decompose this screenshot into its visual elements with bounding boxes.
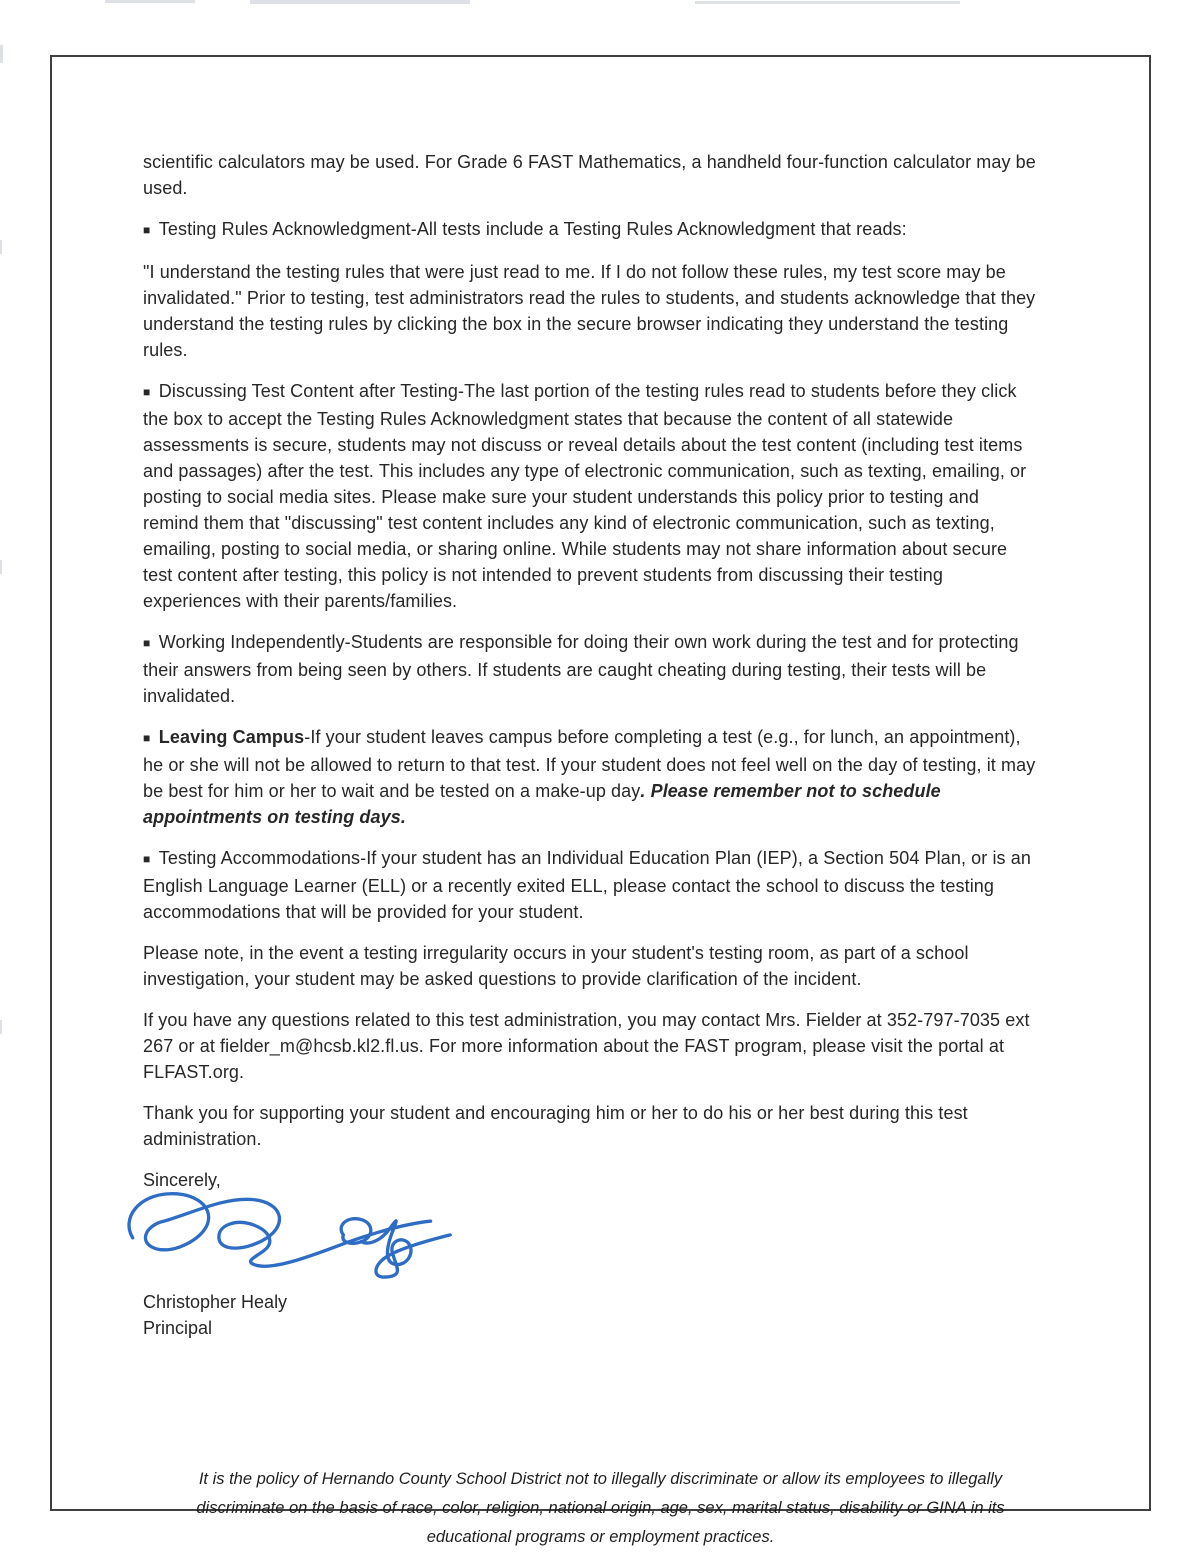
signature-ink [113,1181,463,1279]
text-run: -If your student leaves campus before completing a test (e.g., for lunch, an appointment), he or she will not be allowed to return to that test. If your student does not feel well on the day of testing, it may be best for him or her to wait and be tested on a make-up day [143,727,1036,801]
scan-artifact [0,560,2,574]
bullet-square-icon: ■ [143,223,154,237]
scan-artifact [105,0,195,3]
bullet-square-icon: ■ [143,385,154,399]
paragraph [143,1100,1039,1152]
text-run: Leaving Campus [158,727,305,747]
signer-name: Christopher Healy [143,1292,288,1312]
text-run: scientific calculators may be used. For Grade 6 FAST Mathematics, a handheld four-function calculator may be used. [143,152,1036,198]
paragraph [143,149,1039,201]
text-run: Thank you for supporting your student and encouraging him or her to do his or her best during this test administration. [143,1103,968,1149]
scan-artifact [0,240,2,254]
closing-salutation: Sincerely, [143,1170,221,1190]
text-run: . Please remember not to schedule appointments on testing days. [143,781,941,827]
scan-artifact [250,0,470,4]
letter-content [52,57,1149,1341]
scan-artifact [0,45,3,63]
signer-title: Principal [143,1318,213,1338]
scan-artifact [695,1,960,4]
bullet-paragraph [143,845,1039,925]
paragraph [143,1007,1039,1085]
text-run: "I understand the testing rules that were just read to me. If I do not follow these rules, my test score may be invalidated." Prior to testing, test administrators read the rules to students, and students acknowledge that they understand the testing rules by clicking the box in the secure browser indicating they understand the testing rules. [143,262,1036,360]
footer-policy-note: It is the policy of Hernando County School District not to illegally discriminate or allow its employees to illegally discriminate on the basis of race, color, religion, national origin, age, sex, marital status, disability or GINA in its educational programs or employment practices. [196,1470,1005,1546]
scan-artifact [0,1020,2,1034]
bullet-paragraph [143,378,1039,614]
bullet-square-icon: ■ [143,636,154,650]
bullet-paragraph [143,629,1039,709]
paragraph [143,940,1039,992]
page-border [50,55,1151,1546]
text-run: Working Independently-Students are responsible for doing their own work during the test and for protecting their answers from being seen by others. If students are caught cheating during testing, their tests will be invalidated. [143,632,1019,706]
bullet-square-icon: ■ [143,852,154,866]
paragraph [143,259,1039,363]
text-run: Please note, in the event a testing irregularity occurs in your student's testing room, as part of a school investigation, your student may be asked questions to provide clarification of the incident. [143,943,969,989]
text-run: Discussing Test Content after Testing-The last portion of the testing rules read to students before they click the box to accept the Testing Rules Acknowledgment states that because the content of all statewide assessments is secure, students may not discuss or reveal details about the test content (including test items and passages) after the test. This includes any type of electronic communication, such as texting, emailing, or posting to social media sites. Please make sure your student understands this policy prior to testing and remind them that "discussing" test content includes any kind of electronic communication, such as texting, emailing, posting to social media, or sharing online. While students may not share information about secure test content after testing, this policy is not intended to prevent students from discussing their testing experiences with their parents/families. [143,381,1027,611]
letter-body [143,149,1039,1152]
bullet-paragraph [143,724,1039,830]
text-run: If you have any questions related to this test administration, you may contact Mrs. Fielder at 352-797-7035 ext 267 or at fielder_m@hcsb.kl2.fl.us. For more information about the FAST program, please visit the portal at FLFAST.org. [143,1010,1030,1082]
bullet-paragraph [143,216,1039,244]
signature [113,1181,463,1279]
text-run: Testing Rules Acknowledgment-All tests include a Testing Rules Acknowledgment that reads: [158,219,907,239]
bullet-square-icon: ■ [143,731,154,745]
text-run: Testing Accommodations-If your student has an Individual Education Plan (IEP), a Section 504 Plan, or is an English Language Learner (ELL) or a recently exited ELL, please contact the school to discuss the testing accommodations that will be provided for your student. [143,848,1031,922]
